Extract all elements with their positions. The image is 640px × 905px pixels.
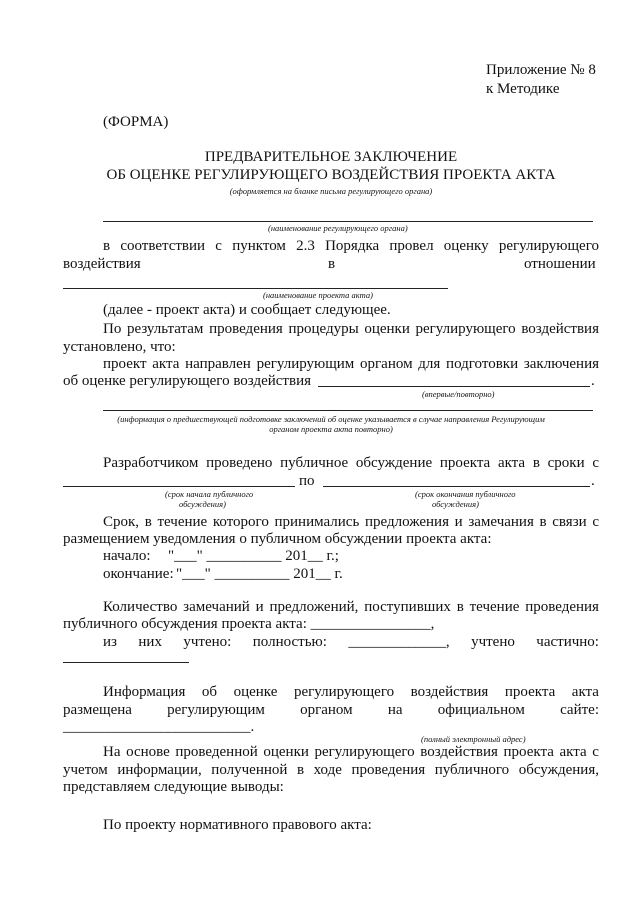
word: с bbox=[592, 514, 599, 530]
word: органом bbox=[360, 356, 413, 372]
word: пунктом bbox=[232, 238, 286, 254]
word: проведения bbox=[209, 321, 283, 337]
word: акта bbox=[571, 684, 599, 700]
word: воздействия bbox=[521, 321, 599, 337]
word: с bbox=[592, 744, 599, 760]
word: публичное bbox=[280, 455, 349, 471]
start-date-line bbox=[63, 486, 295, 487]
first-repeat-caption: (впервые/повторно) bbox=[422, 389, 495, 399]
paragraph-7-line2: публичного обсуждения проекта акта: ________________, bbox=[63, 616, 435, 632]
word: 2.3 bbox=[296, 238, 315, 254]
paragraph-6-line1 bbox=[103, 513, 599, 531]
word: На bbox=[103, 744, 121, 760]
word: для bbox=[418, 356, 441, 372]
word: проведения bbox=[351, 762, 426, 778]
p5-dot: . bbox=[591, 473, 595, 489]
word: об bbox=[201, 684, 218, 700]
end-date-value: "___" __________ 201__ г. bbox=[176, 566, 343, 582]
word: основе bbox=[126, 744, 170, 760]
word: поступивших bbox=[364, 599, 451, 615]
word: провел bbox=[389, 238, 434, 254]
word: замечаний bbox=[183, 599, 250, 615]
word: связи bbox=[552, 514, 587, 530]
end-label: окончание: bbox=[103, 566, 174, 582]
word: и bbox=[255, 599, 264, 615]
word: заключения bbox=[523, 356, 599, 372]
word: размещена bbox=[63, 702, 132, 718]
word: Разработчиком bbox=[103, 455, 199, 471]
regulator-name-line bbox=[103, 221, 593, 222]
word: Срок, bbox=[103, 514, 140, 530]
word: в bbox=[144, 514, 152, 530]
word: с bbox=[592, 455, 599, 471]
word: замечания bbox=[468, 514, 534, 530]
paragraph-9-line2 bbox=[63, 761, 599, 779]
word: акта bbox=[559, 744, 587, 760]
word: регулирующего bbox=[293, 684, 395, 700]
word: регулирующим bbox=[167, 702, 265, 718]
word: Количество bbox=[103, 599, 178, 615]
act-name-line bbox=[63, 288, 448, 289]
word: полностью: bbox=[252, 634, 327, 650]
form-label: (ФОРМА) bbox=[103, 114, 169, 130]
word: воздействия bbox=[420, 744, 498, 760]
po-word: по bbox=[299, 473, 315, 489]
word: направлен bbox=[185, 356, 251, 372]
paragraph-4-line2: об оценке регулирующего воздействия bbox=[63, 373, 311, 389]
paragraph-3-line1 bbox=[103, 320, 599, 338]
start-caption-2: обсуждения) bbox=[179, 499, 226, 509]
word: публичного bbox=[434, 762, 510, 778]
word: проекта bbox=[503, 744, 554, 760]
word: учетом bbox=[63, 762, 108, 778]
paragraph-3-line2: установлено, что: bbox=[63, 339, 176, 355]
paragraph-8-line1 bbox=[103, 683, 599, 701]
end-caption-2: обсуждения) bbox=[432, 499, 479, 509]
end-caption-1: (срок окончания публичного bbox=[415, 489, 516, 499]
word: акта bbox=[497, 455, 526, 471]
word: органом bbox=[300, 702, 353, 718]
word: результатам bbox=[126, 321, 204, 337]
word: принимались bbox=[274, 514, 360, 530]
word: регулирующего bbox=[415, 321, 516, 337]
word: учтено bbox=[471, 634, 515, 650]
paragraph-9-line1 bbox=[103, 743, 599, 761]
word: них bbox=[138, 634, 162, 650]
start-date-value: "___" __________ 201__ г.; bbox=[168, 548, 339, 564]
previous-info-caption-2: органом проекта акта повторно) bbox=[269, 424, 393, 434]
word: в bbox=[296, 762, 305, 778]
word: с bbox=[215, 238, 222, 254]
to-methodology: к Методике bbox=[486, 81, 560, 97]
word: на bbox=[387, 702, 403, 718]
word: предложений, bbox=[269, 599, 359, 615]
word: течение bbox=[157, 514, 208, 530]
word: проекта bbox=[439, 455, 491, 471]
word: оценки bbox=[263, 744, 309, 760]
partial-count-line bbox=[63, 662, 189, 663]
word: регулирующим bbox=[256, 356, 355, 372]
first-repeat-line bbox=[318, 386, 590, 387]
word: проведения bbox=[525, 599, 599, 615]
word: сроки bbox=[547, 455, 585, 471]
word: акта bbox=[152, 356, 180, 372]
paragraph-5-line1 bbox=[103, 454, 599, 472]
word: официальном bbox=[437, 702, 525, 718]
word: проект bbox=[103, 356, 147, 372]
regulator-name-caption: (наименование регулирующего органа) bbox=[268, 223, 408, 233]
word: обсуждения, bbox=[518, 762, 599, 778]
word: в bbox=[456, 599, 464, 615]
act-name-caption: (наименование проекта акта) bbox=[263, 290, 373, 300]
paragraph-8-line2 bbox=[63, 701, 599, 719]
word: _____________, bbox=[348, 634, 450, 650]
paragraph-7-line1 bbox=[103, 598, 599, 616]
word: проведено bbox=[206, 455, 273, 471]
word: проведенной bbox=[175, 744, 258, 760]
word: в bbox=[532, 455, 540, 471]
word: частично: bbox=[536, 634, 599, 650]
word: информации, bbox=[117, 762, 202, 778]
word: в bbox=[539, 514, 547, 530]
previous-info-caption-1: (информация о предшествующей подготовке заключений об оценке указывается в случае направления Регулирующим bbox=[117, 414, 545, 424]
paragraph-7-line3 bbox=[103, 633, 599, 651]
paragraph-10: По проекту нормативного правового акта: bbox=[103, 817, 372, 833]
end-date-line bbox=[323, 486, 590, 487]
start-label: начало: bbox=[103, 548, 151, 564]
email-caption: (полный электронный адрес) bbox=[421, 734, 526, 744]
word: обсуждение bbox=[355, 455, 433, 471]
paragraph-6-line2: размещением уведомления о публичном обсуждении проекта акта: bbox=[63, 531, 492, 547]
word: учтено: bbox=[183, 634, 232, 650]
paragraph-9-line3: представляем следующие выводы: bbox=[63, 779, 284, 795]
word: оценке bbox=[233, 684, 278, 700]
word: предложения bbox=[364, 514, 449, 530]
word: из bbox=[103, 634, 117, 650]
document-title-line2: ОБ ОЦЕНКЕ РЕГУЛИРУЮЩЕГО ВОЗДЕЙСТВИЯ ПРОЕКТА АКТА bbox=[106, 167, 556, 183]
title-note: (оформляется на бланке письма регулирующего органа) bbox=[229, 186, 433, 196]
word: воздействия bbox=[410, 684, 489, 700]
word: подготовки bbox=[446, 356, 519, 372]
word: регулирующего bbox=[498, 238, 599, 254]
word: оценки bbox=[364, 321, 410, 337]
paragraph-2: (далее - проект акта) и сообщает следующее. bbox=[103, 302, 391, 318]
document-title-line1: ПРЕДВАРИТЕЛЬНОЕ ЗАКЛЮЧЕНИЕ bbox=[204, 149, 458, 165]
paragraph-1-line1 bbox=[103, 237, 599, 255]
paragraph-8-line3: _________________________. bbox=[63, 719, 255, 735]
word: и bbox=[454, 514, 463, 530]
word: проекта bbox=[504, 684, 556, 700]
previous-info-line bbox=[103, 410, 593, 411]
word: течение bbox=[469, 599, 520, 615]
appendix-number: Приложение № 8 bbox=[486, 62, 596, 78]
word: регулирующего bbox=[314, 744, 415, 760]
paragraph-4-line1 bbox=[103, 355, 599, 373]
p1-word-vozdeystviya: воздействия bbox=[63, 256, 141, 272]
word: Порядка bbox=[325, 238, 380, 254]
p1-word-otnoshenii: отношении bbox=[524, 256, 596, 272]
p4-dot: . bbox=[591, 373, 595, 389]
p1-word-v: в bbox=[328, 256, 336, 272]
word: процедуры bbox=[288, 321, 359, 337]
word: сайте: bbox=[560, 702, 599, 718]
word: которого bbox=[212, 514, 269, 530]
word: соответствии bbox=[120, 238, 206, 254]
word: ходе bbox=[313, 762, 342, 778]
word: полученной bbox=[211, 762, 288, 778]
word: По bbox=[103, 321, 122, 337]
start-caption-1: (срок начала публичного bbox=[165, 489, 254, 499]
word: Информация bbox=[103, 684, 186, 700]
word: оценку bbox=[443, 238, 489, 254]
word: в bbox=[103, 238, 111, 254]
